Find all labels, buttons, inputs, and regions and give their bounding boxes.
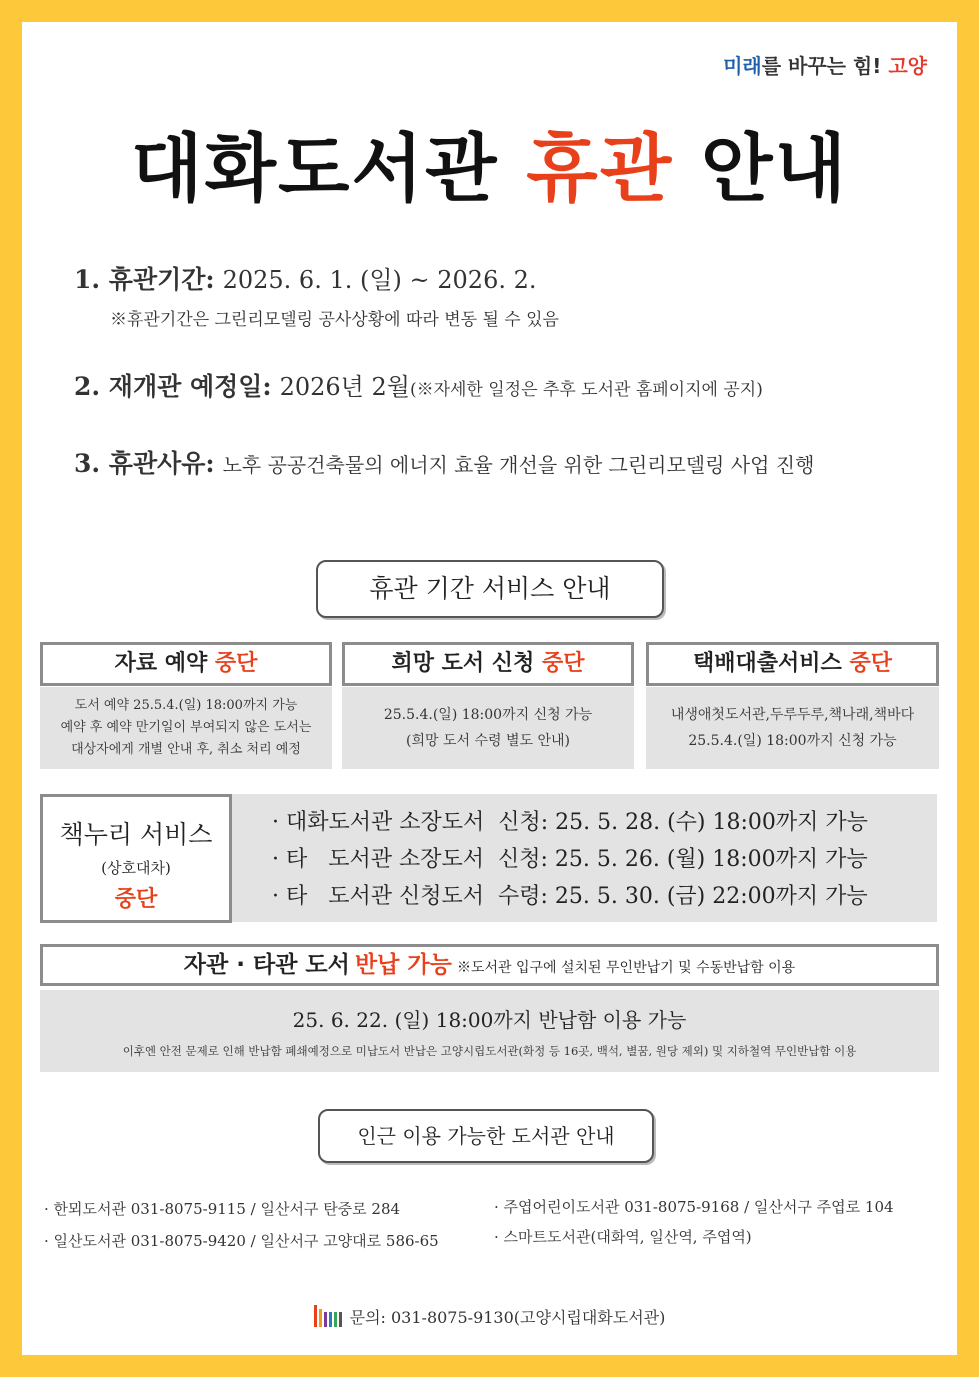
service-name: 택배대출서비스 (693, 651, 842, 676)
reopen-date-label: 2. 재개관 예정일: (74, 372, 272, 401)
service-name: 희망 도서 신청 (391, 651, 535, 676)
reopen-date-value: 2026년 2월 (279, 373, 410, 401)
closure-period-note: ※휴관기간은 그린리모델링 공사상황에 따라 변동 될 수 있음 (110, 310, 559, 330)
chaeknuri-line: · 타 도서관 소장도서 신청: 25. 5. 26. (월) 18:00까지 가능 (272, 847, 868, 872)
closure-reason (74, 444, 814, 480)
service-body-delivery (646, 687, 939, 769)
notice-page (22, 22, 957, 1355)
service-line: 25.5.4.(일) 18:00까지 신청 가능 (383, 707, 593, 723)
service-section-title: 휴관 기간 서비스 안내 (316, 560, 664, 618)
slogan-part-2: 를 바꾸는 힘! (761, 54, 882, 78)
closure-period-value: 2025. 6. 1. (일) ~ 2026. 2. (222, 266, 537, 294)
service-line: 내생애첫도서관,두루두루,책나래,책바다 (670, 707, 915, 723)
service-body-wish-book (342, 687, 634, 769)
chaeknuri-label-box (40, 794, 232, 923)
return-head (40, 944, 939, 986)
slogan-part-1: 미래 (723, 54, 762, 78)
return-head-red: 반납 가능 (354, 952, 452, 978)
nearby-library-item: · 한뫼도서관 031-8075-9115 / 일산서구 탄중로 284 (44, 1200, 401, 1218)
service-body-reservation (40, 687, 332, 769)
service-status: 중단 (849, 651, 892, 676)
city-slogan (723, 50, 927, 79)
service-status: 중단 (214, 651, 258, 676)
title-main: 대화도서관 (131, 126, 499, 212)
service-head-reservation (40, 642, 332, 686)
service-name: 자료 예약 (114, 651, 208, 676)
service-line: 도서 예약 25.5.4.(일) 18:00까지 가능 (74, 698, 298, 713)
chaeknuri-subtitle: (상호대차) (101, 859, 171, 877)
chaeknuri-line: · 타 도서관 신청도서 수령: 25. 5. 30. (금) 22:00까지 가능 (272, 884, 868, 909)
service-head-delivery (646, 642, 939, 686)
service-status: 중단 (542, 651, 585, 676)
return-body (40, 990, 939, 1072)
reopen-date (74, 367, 763, 403)
service-line: 25.5.4.(일) 18:00까지 신청 가능 (688, 733, 897, 749)
return-notice: 이후엔 안전 문제로 인해 반납함 폐쇄예정으로 미납도서 반납은 고양시립도서관(화정 등 16곳, 백석, 별꿈, 원당 제외) 및 지하철역 무인반납함 이용 (122, 1044, 857, 1058)
contact-text: 문의: 031-8075-9130(고양시립대화도서관) (349, 1308, 666, 1327)
title-red: 휴관 (526, 126, 674, 212)
closure-period-label: 1. 휴관기간: (74, 265, 215, 294)
chaeknuri-title: 책누리 서비스 (59, 820, 213, 849)
return-head-note: ※도서관 입구에 설치된 무인반납기 및 수동반납함 이용 (456, 960, 796, 976)
chaeknuri-status: 중단 (114, 887, 158, 912)
reopen-date-note: (※자세한 일정은 추후 도서관 홈페이지에 공지) (409, 380, 763, 400)
service-line: 예약 후 예약 만기일이 부여되지 않은 도서는 (60, 720, 312, 735)
service-head-wish-book (342, 642, 634, 686)
service-line: 대상자에게 개별 안내 후, 취소 처리 예정 (71, 742, 301, 757)
slogan-part-3: 고양 (888, 54, 927, 78)
chaeknuri-panel (40, 794, 937, 922)
closure-reason-value: 노후 공공건축물의 에너지 효율 개선을 위한 그린리모델링 사업 진행 (222, 453, 815, 477)
contact-footer (22, 1305, 957, 1331)
chaeknuri-deadlines (272, 804, 868, 915)
page-title (22, 110, 957, 216)
closure-period (74, 260, 537, 296)
chaeknuri-line: · 대화도서관 소장도서 신청: 25. 5. 28. (수) 18:00까지 가능 (272, 810, 868, 835)
nearby-section-title: 인근 이용 가능한 도서관 안내 (318, 1109, 654, 1163)
closure-reason-label: 3. 휴관사유: (74, 449, 215, 478)
return-deadline: 25. 6. 22. (일) 18:00까지 반납함 이용 가능 (292, 1008, 687, 1032)
nearby-library-item: · 주엽어린이도서관 031-8075-9168 / 일산서구 주엽로 104 (494, 1198, 894, 1216)
nearby-library-item: · 일산도서관 031-8075-9420 / 일산서구 고양대로 586-65 (44, 1232, 439, 1250)
return-head-text: 자관 · 타관 도서 (183, 952, 350, 978)
library-logo-icon (314, 1305, 344, 1331)
service-line: (희망 도서 수령 별도 안내) (406, 733, 570, 749)
title-tail: 안내 (700, 126, 848, 212)
nearby-library-item: · 스마트도서관(대화역, 일산역, 주엽역) (494, 1228, 752, 1246)
